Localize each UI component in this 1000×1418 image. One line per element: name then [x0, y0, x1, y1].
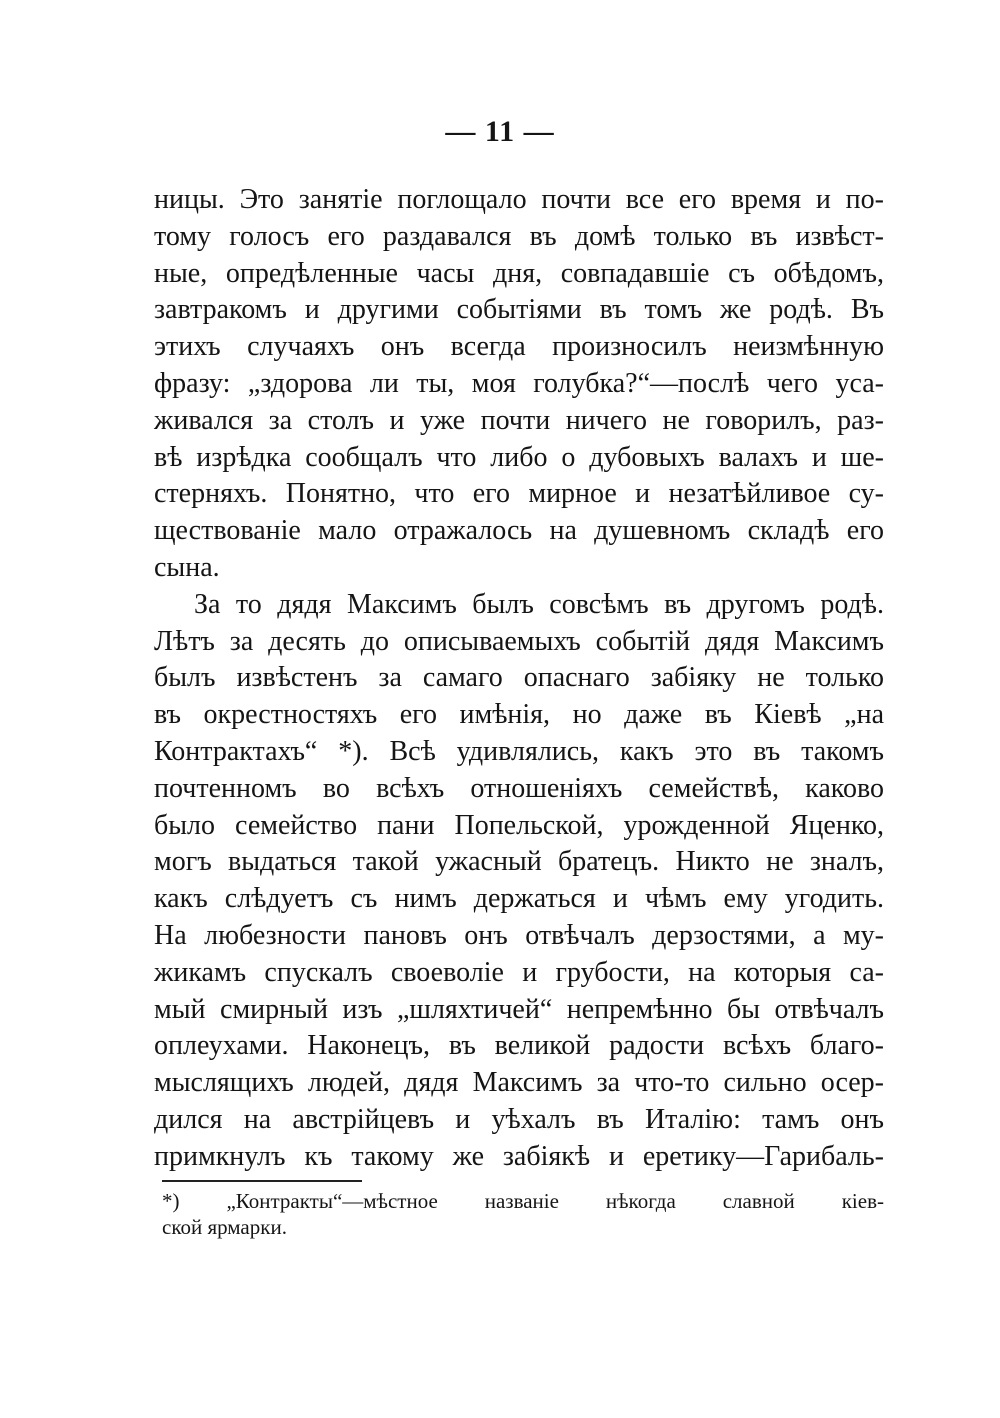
- text-line: почтенномъ во всѣхъ отношеніяхъ семействѣ, каково: [154, 772, 884, 804]
- text-line: было семейство пани Попельской, урожденной Яценко,: [154, 809, 884, 841]
- text-line: живался за столъ и уже почти ничего не говорилъ, раз-: [154, 404, 884, 436]
- text-line: могъ выдаться такой ужасный братецъ. Никто не зналъ,: [154, 846, 884, 878]
- text-line: дился на австрійцевъ и уѣхалъ въ Италію: тамъ онъ: [154, 1103, 884, 1135]
- text-line: былъ извѣстенъ за самаго опаснаго забіяку не только: [154, 662, 884, 694]
- paragraph-2: [154, 587, 884, 1176]
- page-number: — 11 —: [445, 115, 555, 148]
- text-line: въ окрестностяхъ его имѣнія, но даже въ Кіевѣ „на: [154, 699, 884, 731]
- footnote-divider: [162, 1180, 362, 1182]
- text-line: Контрактахъ“ *). Всѣ удивлялись, какъ это въ такомъ: [154, 735, 884, 767]
- text-line: примкнулъ къ такому же забіякѣ и еретику—Гарибаль-: [154, 1140, 884, 1172]
- text-line: сына.: [154, 551, 220, 583]
- text-line: фразу: „здорова ли ты, моя голубка?“—послѣ чего уса-: [154, 367, 884, 399]
- text-line: мыслящихъ людей, дядя Максимъ за что-то сильно осер-: [154, 1067, 884, 1099]
- text-line: За то дядя Максимъ былъ совсѣмъ въ другомъ родѣ.: [194, 588, 884, 620]
- text-line: ществованіе мало отражалось на душевномъ складѣ его: [154, 515, 884, 547]
- text-line: тому голосъ его раздавался въ домѣ только въ извѣст-: [154, 220, 884, 252]
- text-line: этихъ случаяхъ онъ всегда произносилъ неизмѣнную: [154, 331, 884, 363]
- text-line: мый смирный изъ „шляхтичей“ непремѣнно бы отвѣчалъ: [154, 993, 884, 1025]
- text-line: ные, опредѣленные часы дня, совпадавшіе съ обѣдомъ,: [154, 257, 884, 289]
- footnote-line: ской ярмарки.: [162, 1215, 287, 1239]
- text-line: Лѣтъ за десять до описываемыхъ событій дядя Максимъ: [154, 625, 884, 657]
- text-line: вѣ изрѣдка сообщалъ что либо о дубовыхъ валахъ и ше-: [154, 441, 884, 473]
- text-line: какъ слѣдуетъ съ нимъ держаться и чѣмъ ему угодить.: [154, 883, 884, 915]
- footnote: [162, 1188, 884, 1240]
- text-line: оплеухами. Наконецъ, въ великой радости всѣхъ благо-: [154, 1030, 884, 1062]
- text-line: На любезности пановъ онъ отвѣчалъ дерзостями, а му-: [154, 919, 884, 951]
- footnote-line: *) „Контракты“—мѣстное названіе нѣкогда славной кіев-: [162, 1189, 884, 1213]
- text-line: ницы. Это занятіе поглощало почти все его время и по-: [154, 184, 884, 215]
- paragraph-1: [154, 182, 884, 587]
- text-line: стерняхъ. Понятно, что его мирное и незатѣйливое су-: [154, 478, 884, 510]
- text-line: жикамъ спускалъ своеволіе и грубости, на которыя са-: [154, 956, 884, 988]
- text-line: завтракомъ и другими событіями въ томъ же родѣ. Въ: [154, 294, 884, 326]
- main-text: [154, 182, 884, 1176]
